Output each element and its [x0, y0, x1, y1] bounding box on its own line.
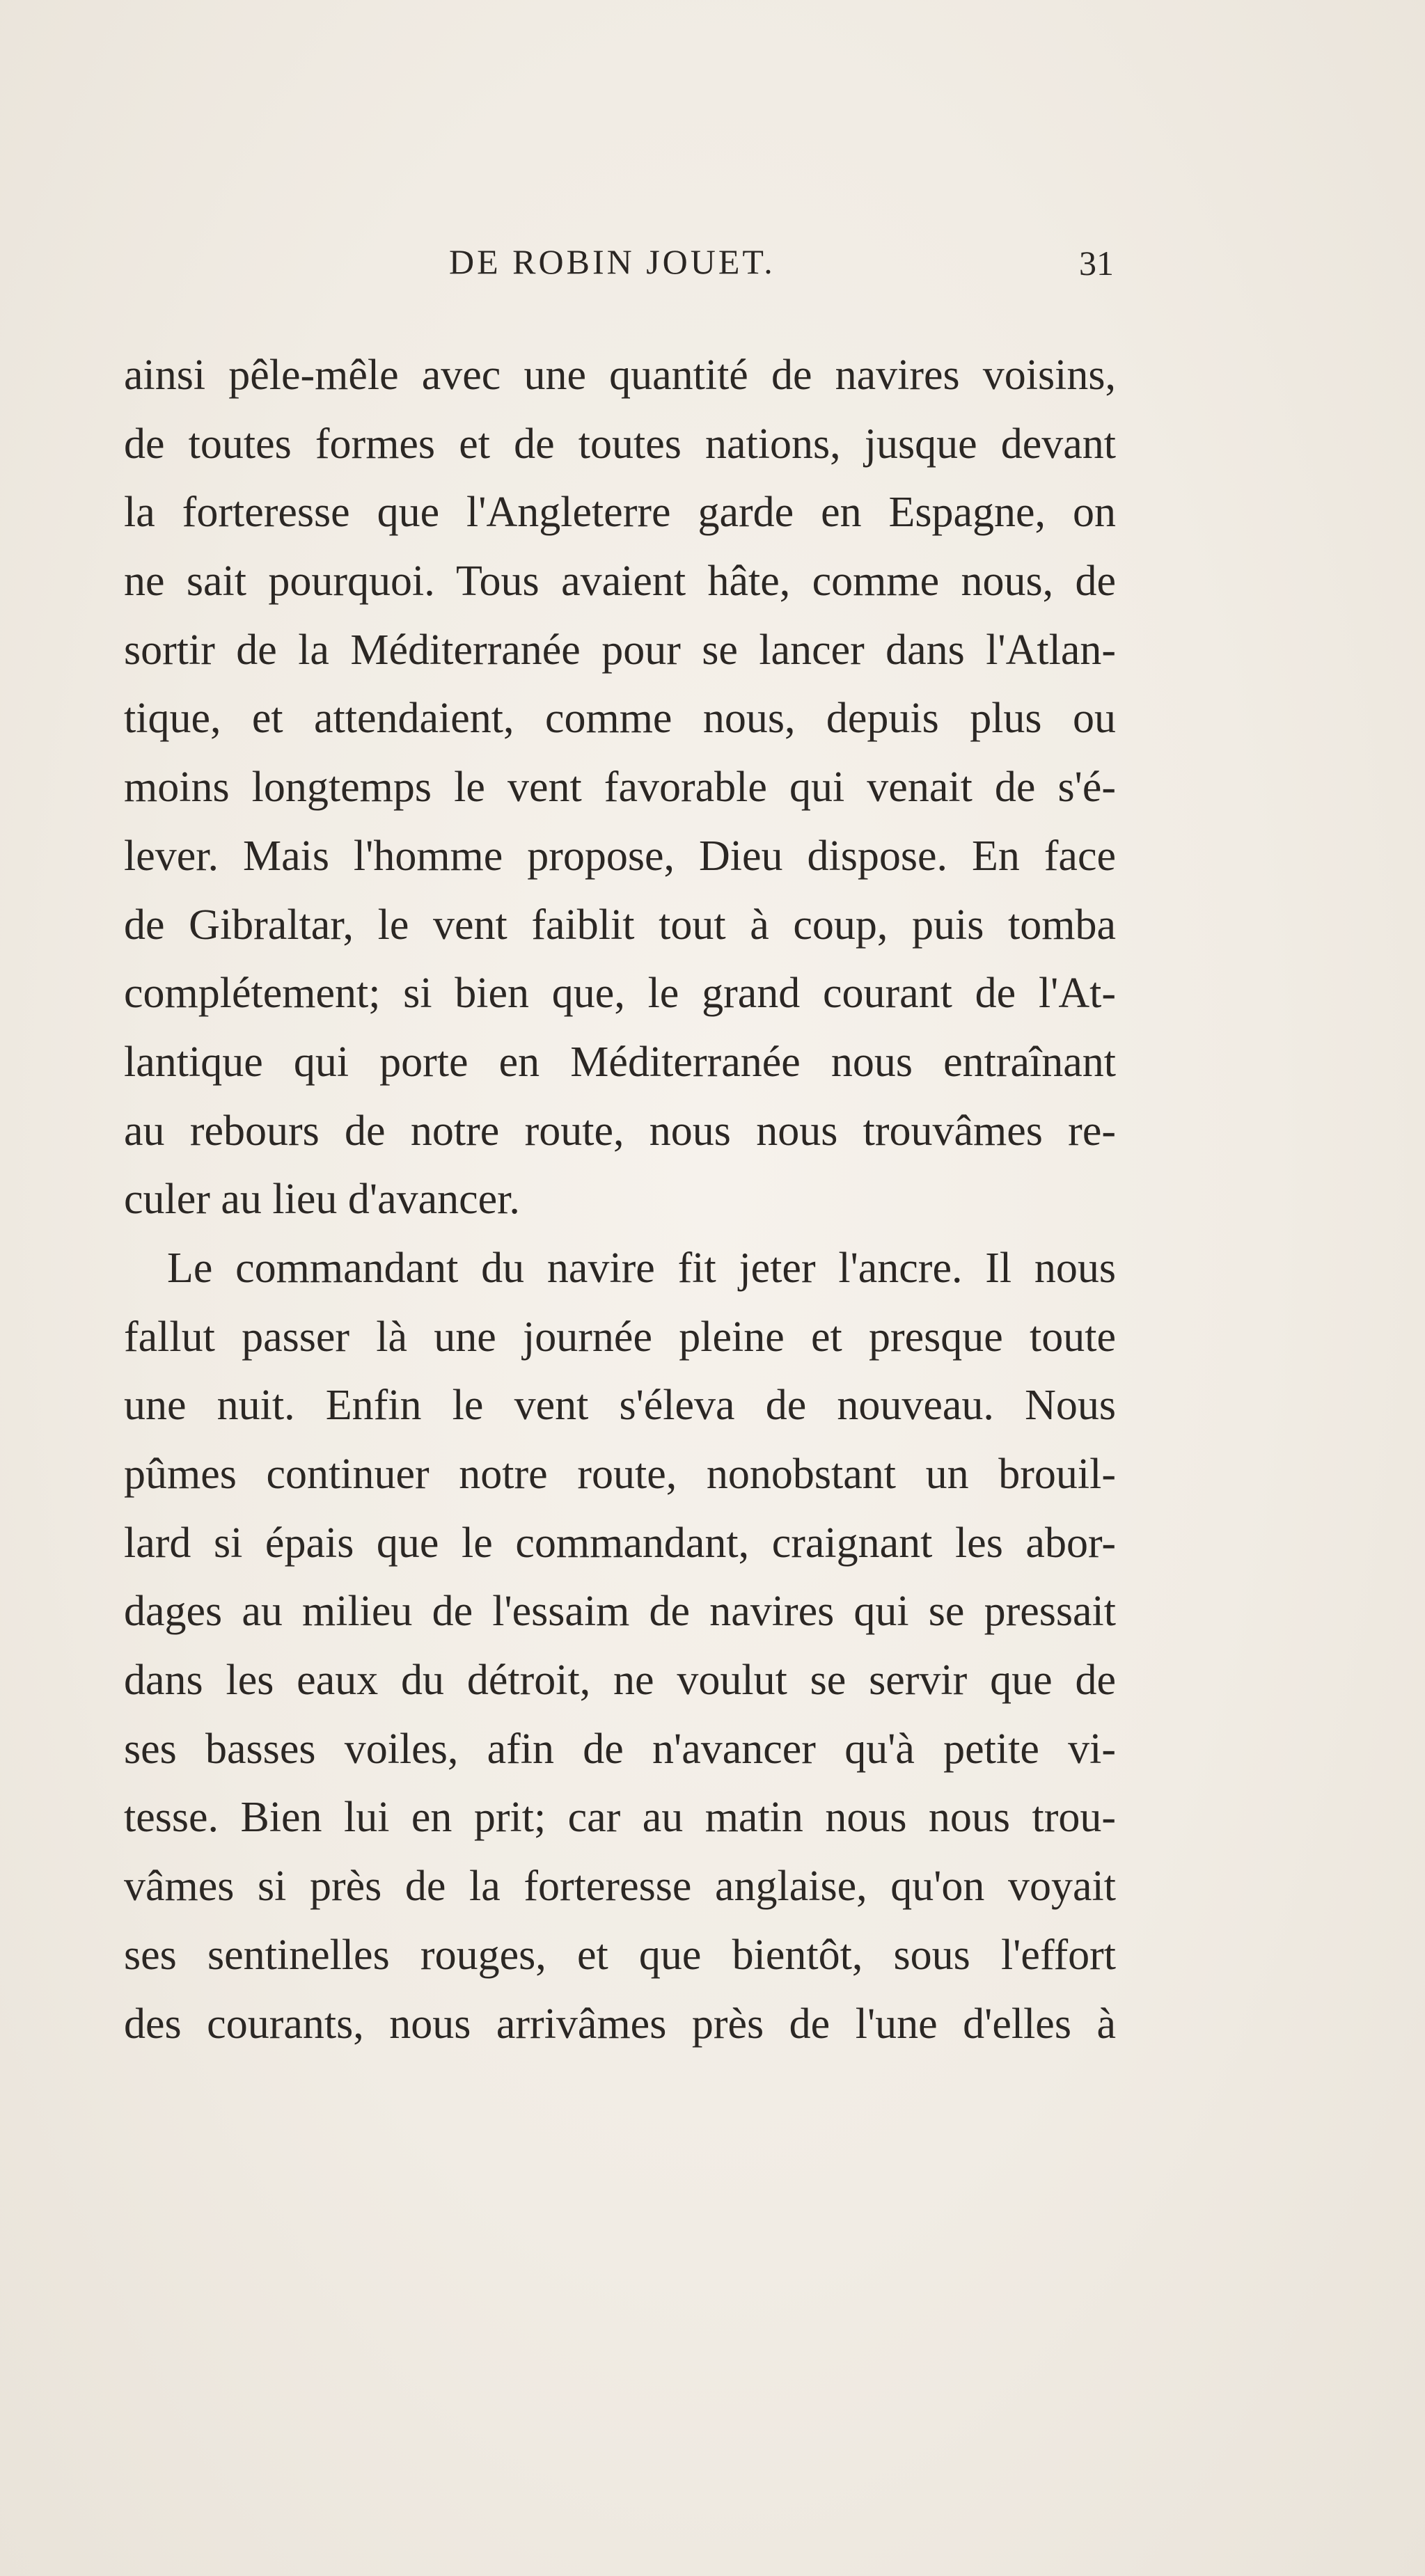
text-line: culer au lieu d'avancer. [124, 1176, 520, 1224]
body-text [124, 341, 1116, 2058]
text-line: Le commandant du navire fit jeter l'ancre. Il nous [167, 1244, 1116, 1292]
text-line: la forteresse que l'Angleterre garde en Espagne, on [124, 489, 1116, 537]
text-line: de toutes formes et de toutes nations, jusque devant [124, 420, 1116, 468]
text-line: moins longtemps le vent favorable qui venait de s'é- [124, 764, 1116, 812]
text-line: fallut passer là une journée pleine et presque toute [124, 1313, 1116, 1361]
page-number: 31 [1079, 244, 1114, 283]
text-line: des courants, nous arrivâmes près de l'une d'elles à [124, 2000, 1116, 2048]
text-line: au rebours de notre route, nous nous trouvâmes re- [124, 1107, 1116, 1155]
text-line: ainsi pêle-mêle avec une quantité de navires voisins, [124, 351, 1116, 399]
text-line: de Gibraltar, le vent faiblit tout à coup, puis tomba [124, 901, 1116, 949]
text-line: ses basses voiles, afin de n'avancer qu'à petite vi- [124, 1725, 1116, 1773]
running-head: DE ROBIN JOUET. [449, 242, 776, 281]
text-line: sortir de la Méditerranée pour se lancer dans l'Atlan- [124, 626, 1116, 674]
text-line: dans les eaux du détroit, ne voulut se servir que de [124, 1657, 1116, 1705]
text-line: dages au milieu de l'essaim de navires qui se pressait [124, 1588, 1116, 1636]
text-line: lantique qui porte en Méditerranée nous entraînant [124, 1038, 1116, 1086]
text-line: pûmes continuer notre route, nonobstant un brouil- [124, 1451, 1116, 1498]
text-line: une nuit. Enfin le vent s'éleva de nouveau. Nous [124, 1382, 1116, 1430]
text-line: ses sentinelles rouges, et que bientôt, sous l'effort [124, 1931, 1116, 1979]
text-line: lever. Mais l'homme propose, Dieu dispose. En face [124, 832, 1116, 880]
text-line: complétement; si bien que, le grand courant de l'At- [124, 970, 1116, 1018]
text-line: vâmes si près de la forteresse anglaise, qu'on voyait [124, 1863, 1116, 1911]
text-line: tesse. Bien lui en prit; car au matin nous nous trou- [124, 1794, 1116, 1842]
text-line: lard si épais que le commandant, craignant les abor- [124, 1519, 1116, 1567]
page-header [125, 233, 1114, 296]
text-line: tique, et attendaient, comme nous, depuis plus ou [124, 695, 1116, 743]
text-line: ne sait pourquoi. Tous avaient hâte, comme nous, de [124, 558, 1116, 606]
